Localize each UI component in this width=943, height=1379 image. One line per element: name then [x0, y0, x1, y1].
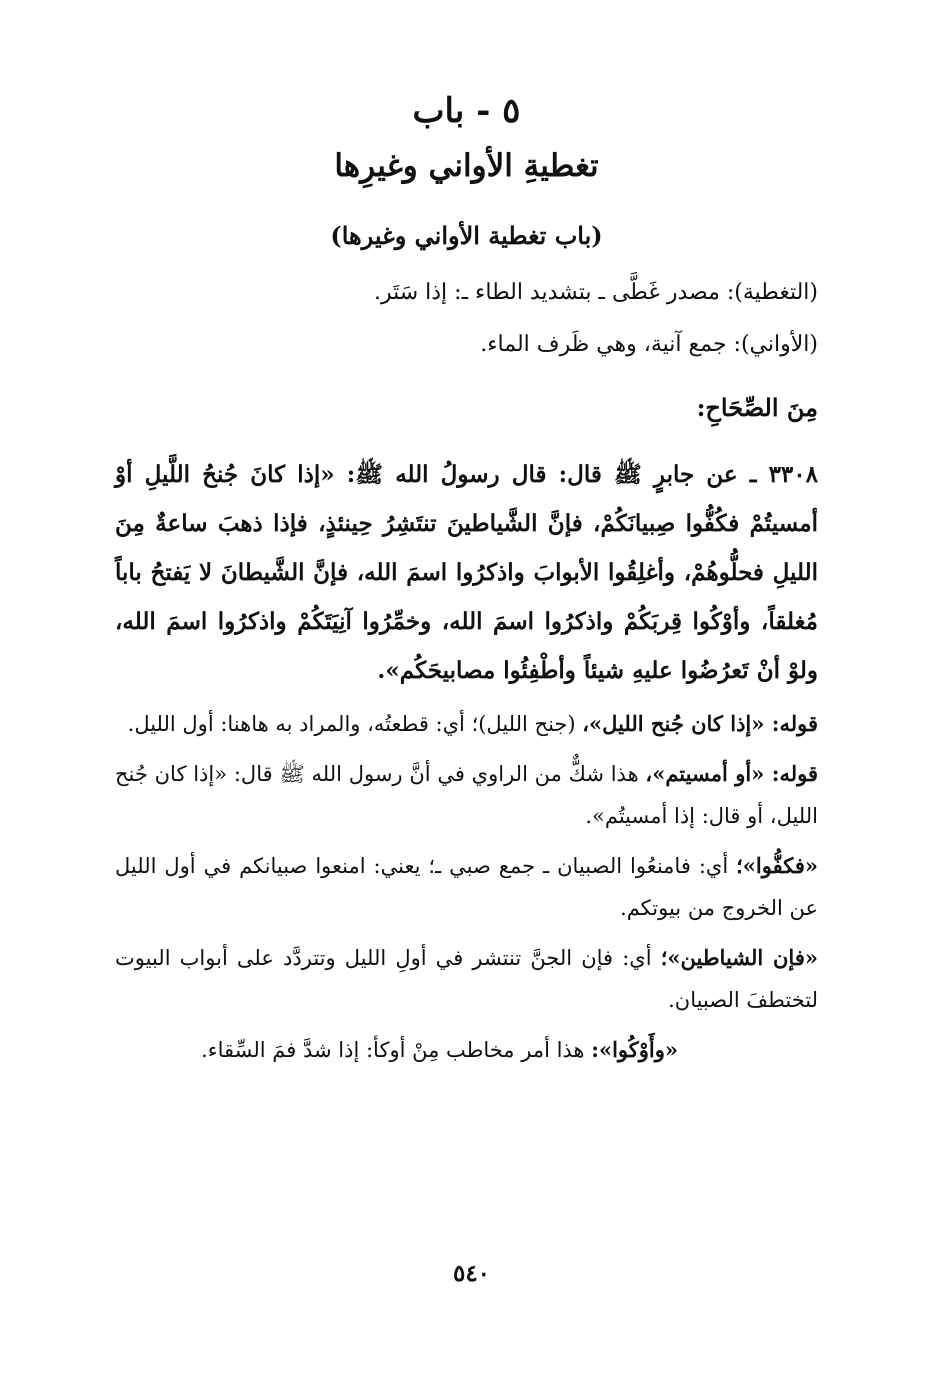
chapter-title: تغطيةِ الأواني وغيرِها [334, 148, 599, 184]
page-number: ٥٤٠ [452, 1260, 491, 1287]
section-heading: مِنَ الصِّحَاحِ: [696, 393, 818, 422]
chapter-number: ٥ - باب [412, 91, 521, 131]
commentary-paragraph [115, 937, 818, 1021]
hadith-number: ٣٣٠٨ [768, 461, 818, 488]
commentary-lead: «فإن الشياطين»؛ [660, 945, 818, 970]
commentary-lead: قوله: «إذا كان جُنح الليل»، [582, 711, 818, 736]
commentary-text: هذا أمر مخاطب مِنْ أوكأ: إذا شدَّ فمَ السِّقاء. [201, 1038, 592, 1062]
commentary-lead: «فكفُّوا»؛ [736, 853, 818, 878]
definition-taghtiya: (التغطية): مصدر غَطَّى ـ بتشديد الطاء ـ: إذا سَتَر. [373, 280, 818, 305]
hadith-text: ـ عن جابرٍ ﷺ قال: قال رسولُ الله ﷺ: «إذا كانَ جُنحُ اللَّيلِ أوْ أمسيتُمْ فكُفُّوا صِبيانَكُمْ، فإنَّ الشَّياطينَ تنتَشِرُ حِينئذٍ، فإذا ذهبَ ساعةٌ مِنَ الليلِ فحلُّوهُمْ، وأغلِقُوا الأبوابَ واذكرُوا اسمَ الله، فإنَّ الشَّيطانَ لا يَفتحُ باباً مُغلقاً، وأوْكُوا قِربَكُمْ واذكرُوا اسمَ الله، وخمِّرُوا آنِيَتَكُمْ واذكرُوا اسمَ الله، ولوْ أنْ تَعرُضُوا عليهِ شيئاً وأطْفِئُوا مصابيحَكُم». [115, 461, 818, 684]
commentary-paragraph [115, 753, 818, 837]
commentary-paragraph [115, 845, 818, 929]
commentary-text: أي: فإن الجنَّ تنتشر في أولِ الليل وتتردَّد على أبواب البيوت لتختطفَ الصبيان. [115, 946, 818, 1012]
commentary-text: أي: فامنعُوا الصبيان ـ جمع صبي ـ؛ يعني: امنعوا صبيانكم في أول الليل عن الخروج من بيوتكم. [115, 854, 818, 920]
commentary-lead: قوله: «أو أمسيتم»، [645, 761, 818, 786]
commentary-lead: «وأَوْكُوا»: [591, 1037, 678, 1062]
definition-awani: (الأواني): جمع آنية، وهي ظَرف الماء. [480, 332, 818, 357]
commentary-text: (جنح الليل)؛ أي: قطعتُه، والمراد به هاهنا: أول الليل. [127, 712, 583, 736]
hadith-paragraph [115, 450, 818, 695]
commentary-paragraph [115, 703, 818, 745]
commentary-text: هذا شكٌّ من الراوي في أنَّ رسول الله ﷺ قال: «إذا كان جُنح الليل، أو قال: إذا أمسيتُم». [115, 762, 818, 828]
chapter-subtitle: (باب تغطية الأواني وغيرها) [330, 221, 603, 250]
commentary-paragraph [115, 1029, 818, 1071]
